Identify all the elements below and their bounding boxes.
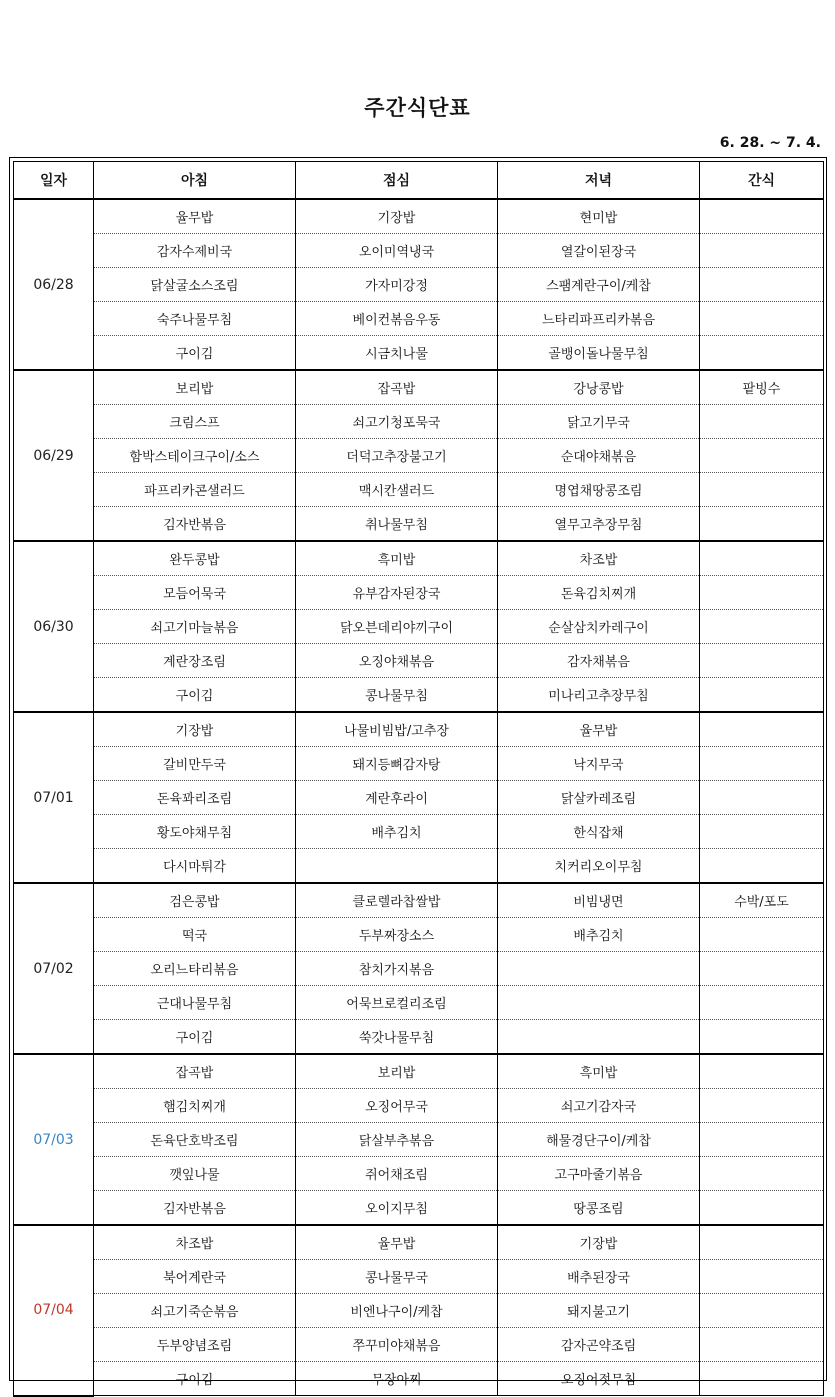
lunch-cell: 돼지등뼈감자탕 [296, 747, 498, 781]
breakfast-cell: 구이김 [94, 1362, 296, 1396]
lunch-cell: 어묵브로컬리조림 [296, 986, 498, 1020]
menu-body [14, 199, 824, 1396]
dinner-cell: 차조밥 [498, 541, 700, 576]
lunch-cell: 나물비빔밥/고추장 [296, 712, 498, 747]
dinner-cell: 미나리고추장무침 [498, 678, 700, 713]
dinner-cell: 기장밥 [498, 1225, 700, 1260]
lunch-cell: 베이컨볶음우동 [296, 302, 498, 336]
snack-cell [700, 1054, 824, 1089]
lunch-cell: 쑥갓나물무침 [296, 1020, 498, 1055]
table-row [14, 747, 824, 781]
snack-cell [700, 268, 824, 302]
lunch-cell: 쥐어채조림 [296, 1157, 498, 1191]
breakfast-cell: 함박스테이크구이/소스 [94, 439, 296, 473]
lunch-cell: 쭈꾸미야채볶음 [296, 1328, 498, 1362]
breakfast-cell: 완두콩밥 [94, 541, 296, 576]
snack-cell [700, 1260, 824, 1294]
header-row [14, 162, 824, 200]
breakfast-cell: 김자반볶음 [94, 1191, 296, 1226]
breakfast-cell: 기장밥 [94, 712, 296, 747]
table-row [14, 199, 824, 234]
lunch-cell: 보리밥 [296, 1054, 498, 1089]
breakfast-cell: 쇠고기죽순볶음 [94, 1294, 296, 1328]
dinner-cell: 현미밥 [498, 199, 700, 234]
dinner-cell: 감자채볶음 [498, 644, 700, 678]
breakfast-cell: 구이김 [94, 678, 296, 713]
page-title: 주간식단표 [364, 96, 471, 120]
table-row [14, 405, 824, 439]
table-row [14, 781, 824, 815]
breakfast-cell: 모듬어묵국 [94, 576, 296, 610]
date-cell: 07/04 [14, 1225, 94, 1396]
lunch-cell: 오이미역냉국 [296, 234, 498, 268]
snack-cell [700, 302, 824, 336]
breakfast-cell: 햄김치찌개 [94, 1089, 296, 1123]
lunch-cell: 두부짜장소스 [296, 918, 498, 952]
date-cell: 06/28 [14, 199, 94, 370]
table-row [14, 439, 824, 473]
snack-cell [700, 1294, 824, 1328]
breakfast-cell: 감자수제비국 [94, 234, 296, 268]
lunch-cell: 클로렐라찹쌀밥 [296, 883, 498, 918]
dinner-cell: 느타리파프리카볶음 [498, 302, 700, 336]
lunch-cell: 닭살부추볶음 [296, 1123, 498, 1157]
dinner-cell: 닭살카레조림 [498, 781, 700, 815]
dinner-cell: 고구마줄기볶음 [498, 1157, 700, 1191]
table-row [14, 849, 824, 884]
table-row [14, 952, 824, 986]
dinner-cell: 땅콩조림 [498, 1191, 700, 1226]
snack-cell [700, 507, 824, 542]
breakfast-cell: 김자반볶음 [94, 507, 296, 542]
dinner-cell: 배추된장국 [498, 1260, 700, 1294]
snack-cell [700, 439, 824, 473]
snack-cell [700, 986, 824, 1020]
breakfast-cell: 검은콩밥 [94, 883, 296, 918]
snack-cell [700, 815, 824, 849]
breakfast-cell: 돈육단호박조림 [94, 1123, 296, 1157]
breakfast-cell: 보리밥 [94, 370, 296, 405]
date-range: 6. 28. ~ 7. 4. [719, 135, 821, 151]
date-cell: 07/01 [14, 712, 94, 883]
date-cell: 07/03 [14, 1054, 94, 1225]
lunch-cell: 콩나물무국 [296, 1260, 498, 1294]
table-row [14, 712, 824, 747]
table-row [14, 473, 824, 507]
table-row [14, 1260, 824, 1294]
lunch-cell: 오징야채볶음 [296, 644, 498, 678]
header-snack: 간식 [700, 162, 824, 200]
snack-cell [700, 849, 824, 884]
snack-cell [700, 1020, 824, 1055]
table-row [14, 1123, 824, 1157]
breakfast-cell: 닭살굴소스조림 [94, 268, 296, 302]
breakfast-cell: 오리느타리볶음 [94, 952, 296, 986]
table-row [14, 1328, 824, 1362]
snack-cell [700, 747, 824, 781]
snack-cell [700, 678, 824, 713]
lunch-cell: 참치가지볶음 [296, 952, 498, 986]
snack-cell [700, 199, 824, 234]
dinner-cell: 쇠고기감자국 [498, 1089, 700, 1123]
snack-cell [700, 1123, 824, 1157]
breakfast-cell: 돈육꽈리조림 [94, 781, 296, 815]
breakfast-cell: 떡국 [94, 918, 296, 952]
dinner-cell: 강낭콩밥 [498, 370, 700, 405]
snack-cell [700, 1328, 824, 1362]
lunch-cell: 취나물무침 [296, 507, 498, 542]
dinner-cell: 율무밥 [498, 712, 700, 747]
lunch-cell: 배추김치 [296, 815, 498, 849]
snack-cell: 팥빙수 [700, 370, 824, 405]
snack-cell [700, 473, 824, 507]
dinner-cell: 흑미밥 [498, 1054, 700, 1089]
date-cell: 07/02 [14, 883, 94, 1054]
dinner-cell: 비빔냉면 [498, 883, 700, 918]
header-breakfast: 아침 [94, 162, 296, 200]
header-date: 일자 [14, 162, 94, 200]
dinner-cell: 치커리오이무침 [498, 849, 700, 884]
snack-cell [700, 1362, 824, 1396]
breakfast-cell: 황도야채무침 [94, 815, 296, 849]
lunch-cell: 닭오븐데리야끼구이 [296, 610, 498, 644]
breakfast-cell: 북어계란국 [94, 1260, 296, 1294]
lunch-cell: 더덕고추장불고기 [296, 439, 498, 473]
header-lunch: 점심 [296, 162, 498, 200]
snack-cell [700, 644, 824, 678]
dinner-cell: 스팸계란구이/케찹 [498, 268, 700, 302]
snack-cell [700, 1191, 824, 1226]
table-row [14, 302, 824, 336]
lunch-cell: 기장밥 [296, 199, 498, 234]
dinner-cell: 해물경단구이/케찹 [498, 1123, 700, 1157]
breakfast-cell: 잡곡밥 [94, 1054, 296, 1089]
snack-cell [700, 576, 824, 610]
table-row [14, 370, 824, 405]
dinner-cell: 열무고추장무침 [498, 507, 700, 542]
breakfast-cell: 쇠고기마늘볶음 [94, 610, 296, 644]
table-row [14, 815, 824, 849]
date-cell: 06/29 [14, 370, 94, 541]
dinner-cell: 열갈이된장국 [498, 234, 700, 268]
lunch-cell: 가자미강정 [296, 268, 498, 302]
snack-cell [700, 1089, 824, 1123]
table-row [14, 1089, 824, 1123]
snack-cell [700, 405, 824, 439]
lunch-cell: 오징어무국 [296, 1089, 498, 1123]
lunch-cell: 맥시칸샐러드 [296, 473, 498, 507]
table-row [14, 576, 824, 610]
breakfast-cell: 깻잎나물 [94, 1157, 296, 1191]
snack-cell [700, 234, 824, 268]
dinner-cell: 돼지불고기 [498, 1294, 700, 1328]
dinner-cell: 순살삼치카레구이 [498, 610, 700, 644]
dinner-cell [498, 1020, 700, 1055]
table-row [14, 678, 824, 713]
lunch-cell: 유부감자된장국 [296, 576, 498, 610]
dinner-cell: 돈육김치찌개 [498, 576, 700, 610]
snack-cell [700, 610, 824, 644]
breakfast-cell: 근대나물무침 [94, 986, 296, 1020]
table-row [14, 1294, 824, 1328]
breakfast-cell: 숙주나물무침 [94, 302, 296, 336]
table-row [14, 1362, 824, 1396]
dinner-cell: 낙지무국 [498, 747, 700, 781]
snack-cell [700, 712, 824, 747]
lunch-cell: 시금치나물 [296, 336, 498, 371]
lunch-cell: 콩나물무침 [296, 678, 498, 713]
snack-cell [700, 918, 824, 952]
table-row [14, 1191, 824, 1226]
table-row [14, 918, 824, 952]
breakfast-cell: 구이김 [94, 336, 296, 371]
snack-cell [700, 1225, 824, 1260]
table-row [14, 336, 824, 371]
breakfast-cell: 계란장조림 [94, 644, 296, 678]
table-row [14, 610, 824, 644]
table-row [14, 507, 824, 542]
lunch-cell: 오이지무침 [296, 1191, 498, 1226]
dinner-cell [498, 986, 700, 1020]
lunch-cell: 잡곡밥 [296, 370, 498, 405]
snack-cell [700, 781, 824, 815]
header-dinner: 저녁 [498, 162, 700, 200]
dinner-cell: 닭고기무국 [498, 405, 700, 439]
breakfast-cell: 크림스프 [94, 405, 296, 439]
lunch-cell: 비엔나구이/케찹 [296, 1294, 498, 1328]
lunch-cell: 쇠고기청포묵국 [296, 405, 498, 439]
table-row [14, 986, 824, 1020]
snack-cell [700, 952, 824, 986]
table-row [14, 1225, 824, 1260]
dinner-cell: 명엽채땅콩조림 [498, 473, 700, 507]
breakfast-cell: 율무밥 [94, 199, 296, 234]
table-row [14, 234, 824, 268]
snack-cell [700, 541, 824, 576]
breakfast-cell: 차조밥 [94, 1225, 296, 1260]
dinner-cell: 순대야채볶음 [498, 439, 700, 473]
snack-cell: 수박/포도 [700, 883, 824, 918]
breakfast-cell: 다시마튀각 [94, 849, 296, 884]
breakfast-cell: 갈비만두국 [94, 747, 296, 781]
lunch-cell: 율무밥 [296, 1225, 498, 1260]
table-row [14, 1020, 824, 1055]
dinner-cell: 오징어젓무침 [498, 1362, 700, 1396]
dinner-cell: 골뱅이돌나물무침 [498, 336, 700, 371]
dinner-cell: 배추김치 [498, 918, 700, 952]
date-cell: 06/30 [14, 541, 94, 712]
table-row [14, 268, 824, 302]
table-row [14, 1054, 824, 1089]
breakfast-cell: 두부양념조림 [94, 1328, 296, 1362]
snack-cell [700, 1157, 824, 1191]
lunch-cell [296, 849, 498, 884]
dinner-cell: 감자곤약조림 [498, 1328, 700, 1362]
breakfast-cell: 파프리카콘샐러드 [94, 473, 296, 507]
table-row [14, 541, 824, 576]
lunch-cell: 흑미밥 [296, 541, 498, 576]
weekly-menu-table [13, 161, 824, 1397]
table-row [14, 1157, 824, 1191]
dinner-cell [498, 952, 700, 986]
table-row [14, 883, 824, 918]
dinner-cell: 한식잡채 [498, 815, 700, 849]
lunch-cell: 계란후라이 [296, 781, 498, 815]
breakfast-cell: 구이김 [94, 1020, 296, 1055]
table-row [14, 644, 824, 678]
lunch-cell: 무장아찌 [296, 1362, 498, 1396]
snack-cell [700, 336, 824, 371]
